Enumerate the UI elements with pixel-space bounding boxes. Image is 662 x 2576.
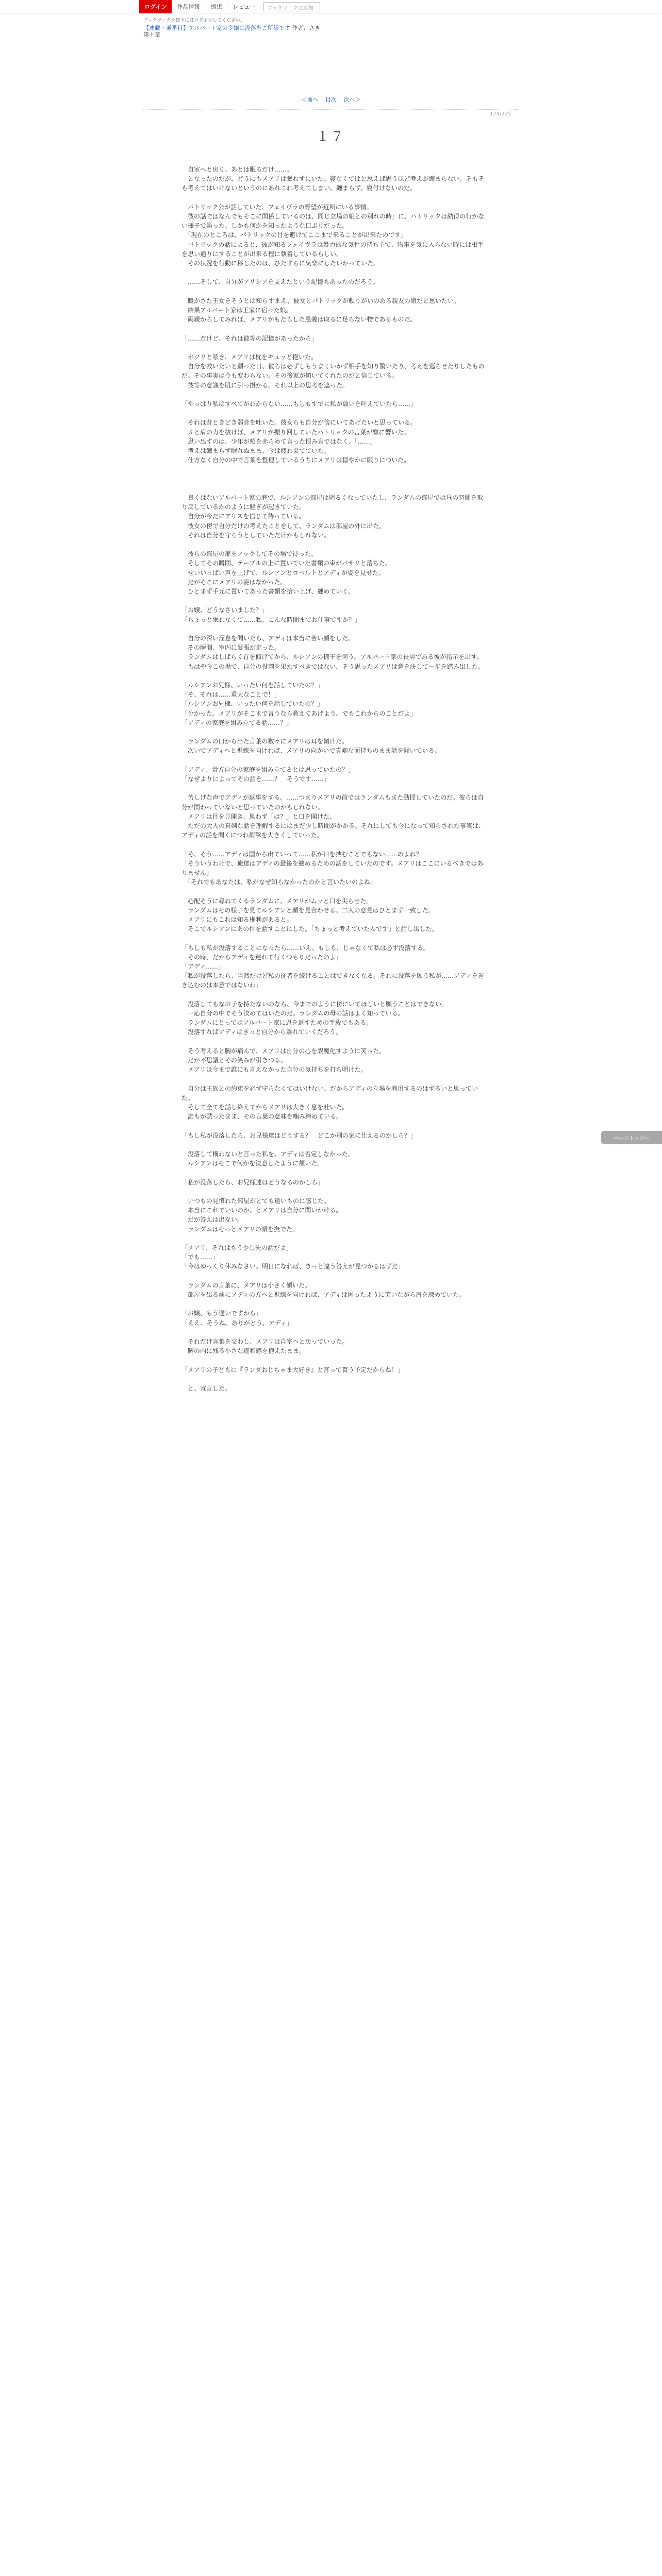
body-paragraph: [181, 324, 486, 333]
body-paragraph: 「それでもあなたは、私がなぜ知らなかったのかと言いたいのよね」: [181, 878, 377, 886]
body-paragraph: 誰もが黙ったまま、その言葉の意味を噛み締めている。: [181, 1113, 343, 1121]
body-paragraph: ただの大人の真剣な話を理解するにはまだ少し時間がかかる。それにしても今になって知らされた事実は、アディの話を聞くにつれ衝撃を大きくしていった。: [181, 822, 485, 839]
body-paragraph: 「そ、それは……重大なことで！」: [181, 691, 280, 699]
body-paragraph: 「今はゆっくり休みなさい。明日になれば、きっと違う答えが見つかるはずだ」: [181, 1263, 404, 1270]
body-paragraph: ランダムはしばらく首を傾げてから、ルシアンの様子を伺う。アルバート家の長男である彼が指示を出す。: [181, 653, 483, 661]
body-paragraph: メアリは今まで誰にも言えなかった自分の気持ちを打ち明けた。: [181, 1066, 367, 1074]
body-paragraph: 「お嬢、もう遅いですから」: [181, 1310, 262, 1317]
body-paragraph: 「アディ、貴方自分の家庭を組み立てるとは思っていたの？」: [181, 766, 355, 773]
body-paragraph: 良くはないアルバート家の庭で、ルシアンの部屋は明るくなっていたし、ランダムの部屋では昼の時間を取り戻しているかのように騒ぎが起きていた。: [181, 494, 484, 511]
body-paragraph: [181, 840, 486, 849]
login-button[interactable]: ログイン: [139, 0, 172, 13]
body-paragraph: その状況を行動に移したのは、ひたすらに気楽にしたいかっていた。: [181, 260, 380, 267]
body-paragraph: 自分を救いたいと願った日、彼らは必ずしもうまくいかず相手を知り驚いたり、考えを巡らせたりしたものだ。その事実は今も変わらない。その後家が傾いてくれたのだと信じている。: [181, 363, 485, 380]
body-paragraph: [181, 887, 486, 896]
body-paragraph: 彼らの部屋の扉をノックしてその場で待った。: [181, 550, 318, 558]
top-nav-links: [172, 3, 260, 11]
body-paragraph: 自室へと戻り、あとは眠るだけ……。: [181, 166, 293, 173]
body-paragraph: [181, 287, 486, 296]
body-paragraph: 「メアリの子どもに『ランダおじちゃま大好き』と言って貰う予定だからね！」: [181, 1366, 404, 1374]
body-paragraph: 彼女の傍で自分だけの考えたことをして、ランダムは部屋の外に出た。: [181, 522, 386, 530]
body-paragraph: 暖かさた王女をそうとは知らずまえ、彼女とパトリックが頼りがいのある親友の娘だと思いたい。: [181, 297, 460, 304]
body-paragraph: 仕方なく自分の中で言葉を整理しているうちにメアリは穏やかに眠りについた。: [181, 456, 410, 464]
body-paragraph: 「お嬢、どうなさいました？」: [181, 606, 269, 614]
body-paragraph: 「ルシアンお兄様、いったい何を話していたの？」: [181, 700, 324, 708]
chapter-body: [181, 165, 486, 1393]
body-paragraph: その瞬間、室内に緊張が走った。: [181, 644, 281, 652]
chapter-title: １７: [317, 129, 345, 144]
body-paragraph: [181, 596, 486, 605]
body-paragraph: [181, 1140, 486, 1149]
body-paragraph: [181, 1187, 486, 1196]
body-paragraph: だが不思議とその笑みが引きつる。: [181, 1056, 287, 1064]
body-paragraph: [181, 1234, 486, 1243]
body-paragraph: 心配そうに尋ねてくるランダムに、メアリがムッと口を尖らせた。: [181, 897, 373, 905]
body-paragraph: ふと肩の力を抜けば、メアリが振り回していたパトリックの言葉が嫌に響いた。: [181, 428, 410, 436]
body-paragraph: [181, 1355, 486, 1365]
body-paragraph: [181, 484, 486, 493]
body-paragraph: もはや今この場で、自分の役割を果たすべきではない。そう思ったメアリは意を決して一歩を踏み出した。: [181, 663, 485, 670]
body-paragraph: ひとまず手元に置いてあった書類を拾い上げ、纏めていく。: [181, 587, 355, 595]
body-paragraph: 「そ、そう……アディは国から出ていって……私が口を挟むことでもない……のよね？」: [181, 850, 428, 858]
body-paragraph: 自分は王族との約束を必ず守らなくてはいけない。だからアディの立場を利用するのはずるいと思っていた。: [181, 1084, 478, 1101]
body-paragraph: 一応自分の中でそう決めてはいたのだ。ランダムの母の話はよく知っている。: [181, 1009, 404, 1017]
body-paragraph: そして全てを話し終えてからメアリは大きく息を吐いた。: [181, 1103, 349, 1111]
body-paragraph: [181, 268, 486, 277]
body-paragraph: [181, 193, 486, 202]
body-paragraph: [181, 1272, 486, 1281]
body-paragraph: パトリック公が話していた、フェイヴラの野望が近所にいる事情。: [181, 203, 373, 211]
body-paragraph: 「メアリ、それはもう少し先の話だよ」: [181, 1244, 292, 1251]
body-paragraph: [181, 756, 486, 765]
bookmark-note-prefix: ブックマークを使うには: [143, 18, 194, 23]
body-paragraph: 「私が没落したら、お兄様達はどうなるのかしら」: [181, 1178, 324, 1186]
body-paragraph: その時、だからアディを連れて行くつもりだったのよ」: [181, 953, 342, 961]
nav-impressions[interactable]: 感想: [205, 3, 227, 11]
divider: [143, 109, 519, 110]
pager-top: [0, 95, 662, 104]
body-paragraph: [181, 1121, 486, 1130]
body-paragraph: いつもの見慣れた部屋がとても遠いものに感じた。: [181, 1197, 330, 1205]
body-paragraph: ランダムはそっとメアリの頭を撫でた。: [181, 1225, 299, 1233]
body-paragraph: 胸の内に残る小さな違和感を抱えたまま。: [181, 1347, 306, 1355]
body-paragraph: と、宣言した。: [181, 1384, 231, 1392]
bookmark-login-note: [143, 16, 245, 23]
body-paragraph: [181, 784, 486, 793]
body-paragraph: [181, 934, 486, 943]
body-paragraph: 「現在のところは，パトリックの目を避けてここまで来ることが出来たのです」: [181, 231, 407, 239]
body-paragraph: 「ちょっと眠れなくて……私、こんな時間までお仕事ですか？」: [181, 616, 361, 623]
nav-reviews[interactable]: レビュー: [227, 3, 260, 11]
toc-link[interactable]: 目次: [325, 96, 337, 103]
body-paragraph: 自分の深い溜息を聞いたら、アディは本当に苦い顔をした。: [181, 634, 355, 642]
body-paragraph: だが答えは出ない。: [181, 1216, 244, 1224]
body-paragraph: [181, 990, 486, 999]
body-paragraph: 彼等の意識を肌に引っ掛かる。それ以上の思考を遮った。: [181, 381, 349, 389]
body-paragraph: 苦しげな声でアディが返事をする。……つまりメアリの前ではランダムもまた動揺していたのだ。彼らは自分が関わっていないと思っていたのかもしれない。: [181, 794, 484, 811]
body-paragraph: [181, 465, 486, 474]
body-paragraph: 「もしも私が没落することになったら……いえ、もしも、じゃなくて私は必ず没落する。: [181, 944, 429, 952]
body-paragraph: [181, 343, 486, 352]
body-paragraph: ランダムはその様子を見てルシアンと顔を見合わせる。二人の意見はひとまず一致した。: [181, 906, 435, 914]
body-paragraph: メアリにもこれは知る権利があると。: [181, 916, 293, 923]
body-paragraph: 思い出すのは、少年が頬を赤らめて言った恨み言ではなく、「……」: [181, 437, 376, 445]
body-paragraph: メアリは目を見開き、思わず「は？」と口を開けた。: [181, 812, 336, 820]
body-paragraph: 「ええ、そうね。ありがとう、アディ」: [181, 1319, 293, 1327]
body-paragraph: 自分が今だにアリスを信じて待っている。: [181, 513, 305, 520]
body-paragraph: せいいっぱい声を上げて、ルシアンとロベルトとアディが姿を見せた。: [181, 569, 385, 577]
next-link[interactable]: 次へ＞: [343, 96, 361, 103]
body-paragraph: [181, 1168, 486, 1177]
body-paragraph: そしてその瞬間、テーブルの上に置いていた書類の束がバサリと落ちた。: [181, 560, 391, 567]
body-paragraph: 両親からしてみれば、メアリがもたらした恩義は取るに足らない物であるものだ。: [181, 316, 417, 324]
body-paragraph: ランダムの言葉に、メアリは小さく頷いた。: [181, 1281, 311, 1289]
nav-work-info[interactable]: 作品情報: [177, 3, 200, 10]
body-paragraph: [181, 1299, 486, 1309]
body-paragraph: 没落して構わないと言った私を、アディは否定しなかった。: [181, 1150, 355, 1158]
prev-link[interactable]: ＜前へ: [301, 96, 319, 103]
body-paragraph: 彼の話ではなんでもそこに関係しているのは、同じ立場の娘との別れの時」に、パトリックは納得の行かない様子で語った。しかも何かを知ったような口ぶりだった。: [181, 213, 485, 230]
body-paragraph: ルシアンはそこで何かを決意したように頷いた。: [181, 1160, 324, 1167]
page-top-button[interactable]: ページトップへ: [601, 1131, 662, 1144]
body-paragraph: 考えは纏まらず眠れぬまま、今は疲れ果てていた。: [181, 447, 330, 454]
body-paragraph: ポツリと呟き、メアリは枕をギュッと抱いた。: [181, 353, 318, 361]
body-paragraph: [181, 474, 486, 484]
body-paragraph: [181, 1375, 486, 1384]
body-paragraph: ……そして、自分がアリシアを支えたという記憶もあったのだろう。: [181, 278, 379, 286]
body-paragraph: [181, 671, 486, 681]
body-paragraph: 「アディの家庭を組み立てる話……？」: [181, 719, 293, 726]
series-author: 作者：さき: [292, 25, 321, 31]
body-paragraph: そこでルシアンにあの件を話すことにした。「ちょっと考えていたんです」と話し出した。: [181, 925, 438, 933]
series-title-link[interactable]: 【連載・通番目】アルバート家の令嬢は没落をご所望です: [143, 25, 290, 31]
body-paragraph: ランダムにとってはアルバート家に恩を返すための手段でもある。: [181, 1019, 372, 1027]
body-paragraph: パトリックの話によると、彼が知るフェイヴラは暴力的な気性の持ち主で、物事を気に入らない時には相手を思い通りにすることが出来る程に執着しているらしい。: [181, 241, 484, 258]
body-paragraph: [181, 1037, 486, 1046]
body-paragraph: 「そういうわけで、俺達はアディの最後を纏めるための話をしていたのです。メアリはここにいるべきではありません」: [181, 859, 484, 876]
body-paragraph: それだけ言葉を交わし、メアリは自室へと戻っていった。: [181, 1337, 349, 1345]
body-paragraph: 没落してもなお子を持たないのなら、今までのように傍にいてほしいと願うことはできない。: [181, 1000, 448, 1008]
body-paragraph: 部屋を出る前にアディの方へと視線を向ければ、アディは困ったように笑いながら肩を竦めていた。: [181, 1291, 466, 1298]
body-paragraph: [181, 727, 486, 737]
top-navigation-bar: [0, 0, 662, 13]
bookmark-login-link[interactable]: ログイン: [194, 18, 212, 23]
bookmark-add-field[interactable]: ブックマークに追加: [263, 2, 320, 11]
body-paragraph: だがそこにメアリの姿はなかった。: [181, 578, 287, 586]
body-paragraph: 「でも……」: [181, 1253, 219, 1261]
body-paragraph: 「ルシアンお兄様、いったい何を話していたの？」: [181, 681, 324, 689]
body-paragraph: [181, 390, 486, 399]
body-paragraph: [181, 540, 486, 549]
series-episode: 第十章: [143, 31, 160, 38]
body-paragraph: それは自分を守ろうとしていただけかもしれない。: [181, 531, 330, 539]
body-paragraph: それは昔ときどき弱音を吐いた。彼女らも自分が傍にいてあげたいと思っている。: [181, 419, 417, 427]
body-paragraph: 没落すればアディはきっと自分から離れていくだろう。: [181, 1028, 342, 1036]
body-paragraph: 「分かった。メアリがそこまで言うなら教えてあげよう。でもこれからのことだよ」: [181, 709, 417, 717]
body-paragraph: 「私が没落したら、当然だけど私の従者を続けることはできなくなる。それに没落を願う私が……アディを巻き込むのは本意ではないわ」: [181, 972, 485, 989]
body-paragraph: そう考えると胸が痛んで、メアリは自分の心を誤魔化すように笑った。: [181, 1047, 386, 1055]
body-paragraph: 次いでアディへと視線を向ければ、メアリの向かいで真剣な面持ちのまま話を聞いている。: [181, 747, 441, 755]
body-paragraph: 「アディ……」: [181, 962, 225, 970]
body-paragraph: 「もし私が没落したら、お兄様達はどうする？ どこか別の家に仕えるのかしら？」: [181, 1131, 417, 1139]
body-paragraph: ランダムの口から出た言葉の数々にメアリは耳を傾けた。: [181, 738, 349, 745]
bookmark-note-suffix: してください。: [212, 18, 245, 23]
body-paragraph: 本当にこれでいいのか、とメアリは自分に問いかける。: [181, 1207, 342, 1214]
body-paragraph: 「なぜよりによってその話を……？ そうです……」: [181, 775, 330, 783]
body-paragraph: となったのだが、どうにもメアリは眠れずにいた。寝なくてはと思えば思うほど考えが纏まらない。そもそも考えてはいけないというのにあれこれ考えてしまい、纏まらず、寝付けないのだ。: [181, 175, 485, 192]
body-paragraph: 「……だけど、それは彼等の記憶があったから」: [181, 334, 318, 342]
body-paragraph: [181, 1074, 486, 1083]
body-paragraph: 結果アルバート家は王家に宿った娘。: [181, 307, 292, 314]
series-info: [143, 25, 504, 38]
body-paragraph: [181, 1328, 486, 1337]
page-number: 174/225: [490, 111, 511, 117]
body-paragraph: 「やっぱり私はすべてがわからない……もしもすでに私が願いを叶えていたら……」: [181, 400, 417, 408]
body-paragraph: [181, 624, 486, 634]
body-paragraph: [181, 409, 486, 418]
